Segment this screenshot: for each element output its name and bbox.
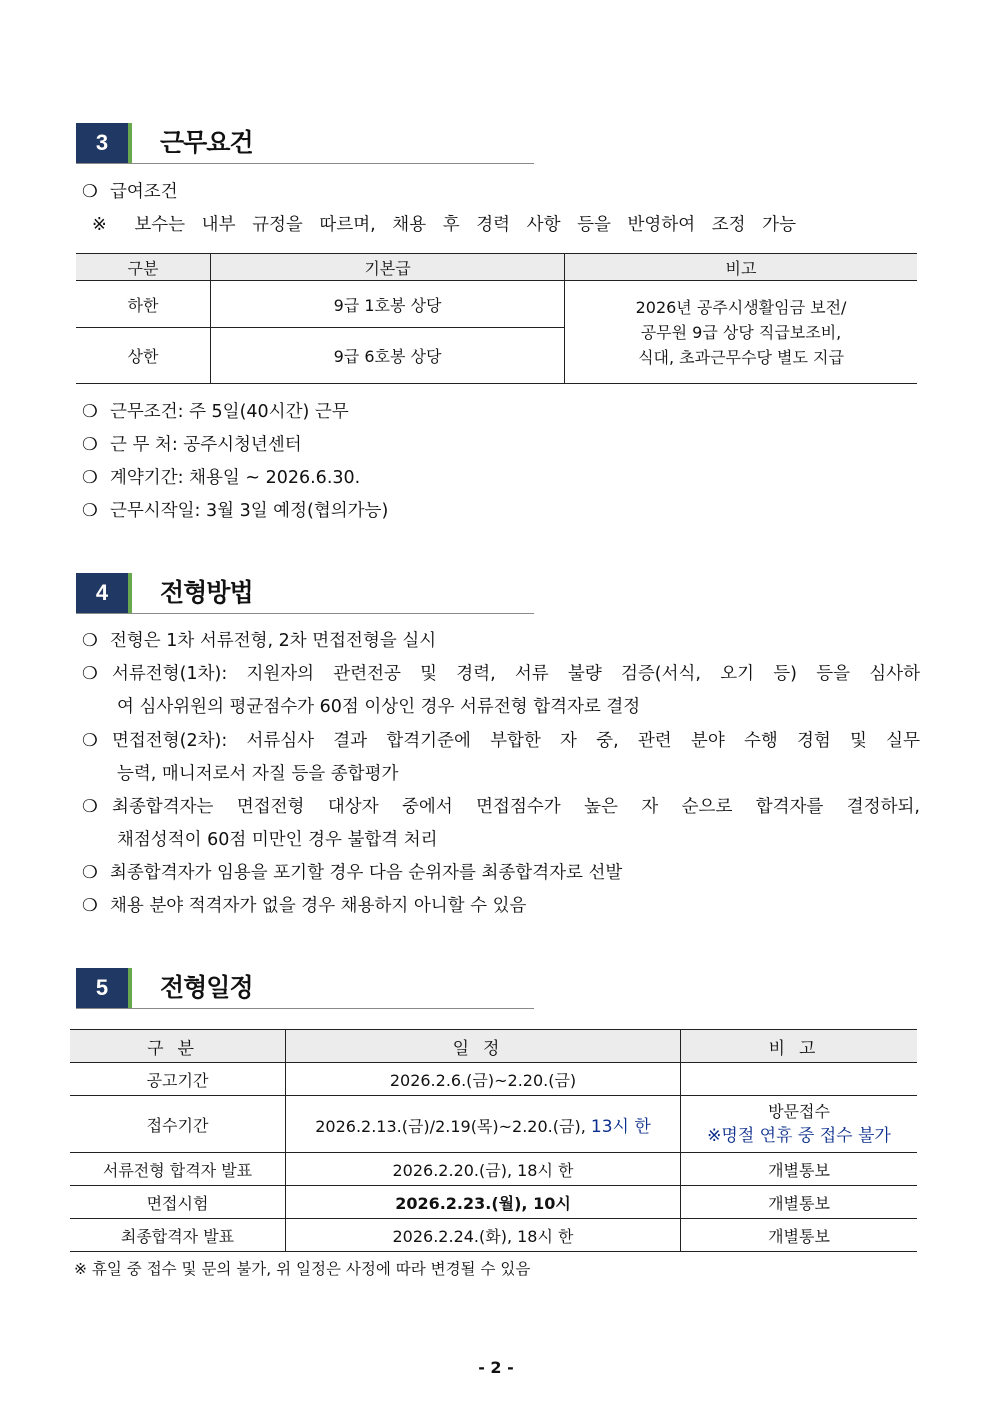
- circle-bullet-icon: ❍: [82, 435, 98, 455]
- table-row: [70, 1063, 917, 1096]
- schedule-date: 2026.2.23.(월), 10시: [286, 1186, 681, 1219]
- circle-bullet-icon: ❍: [82, 468, 98, 488]
- schedule-item: 최종합격자 발표: [70, 1219, 286, 1252]
- schedule-table: [70, 1029, 917, 1252]
- circle-bullet-icon: ❍: [82, 631, 98, 651]
- bullet-item: ❍ 계약기간: 채용일 ~ 2026.6.30.: [82, 468, 361, 488]
- section-number: 4: [76, 573, 128, 613]
- table-row: [70, 1219, 917, 1252]
- remarks-cell: [565, 281, 918, 384]
- circle-bullet-icon: ❍: [82, 501, 98, 521]
- remark-line: 공무원 9급 상당 직급보조비,: [640, 322, 842, 342]
- circle-bullet-icon: ❍: [82, 863, 98, 883]
- section-3-header: [76, 123, 534, 164]
- table-row: [76, 281, 917, 328]
- header-cell: 구분: [76, 254, 211, 281]
- bullet-item: ❍ 면접전형(2차): 서류심사 결과 합격기준에 부합한 자 중, 관련 분야 수행 경험 및 실무: [82, 731, 920, 751]
- section-accent-bar: [128, 968, 132, 1008]
- bullet-item: ❍ 근무조건: 주 5일(40시간) 근무: [82, 402, 349, 422]
- schedule-item: 접수기간: [70, 1096, 286, 1153]
- section-number: 3: [76, 123, 128, 163]
- header-cell: 일정: [286, 1030, 681, 1063]
- bullet-item: ❍ 근 무 처: 공주시청년센터: [82, 435, 302, 455]
- section-4-header: [76, 573, 534, 614]
- salary-table: [76, 253, 917, 384]
- circle-bullet-icon: ❍: [82, 664, 98, 684]
- remark-line: 2026년 공주시생활임금 보전/: [635, 297, 847, 317]
- schedule-note: 개별통보: [681, 1153, 918, 1186]
- schedule-date: 2026.2.24.(화), 18시 한: [286, 1219, 681, 1252]
- bullet-continuation: 채점성적이 60점 미만인 경우 불합격 처리: [117, 830, 438, 850]
- section-title: 근무요건: [160, 128, 253, 157]
- row-type: 하한: [76, 281, 211, 328]
- bullet-item: ❍ 최종합격자는 면접전형 대상자 중에서 면접점수가 높은 자 순으로 합격자를 결정하되,: [82, 797, 920, 817]
- table-row: [70, 1186, 917, 1219]
- pay-heading: 급여조건: [110, 182, 178, 202]
- pay-note: ※ 보수는 내부 규정을 따르며, 채용 후 경력 사항 등을 반영하여 조정 가능: [92, 215, 796, 235]
- bullet-continuation: 능력, 매니저로서 자질 등을 종합평가: [117, 764, 399, 784]
- header-cell: 비고: [681, 1030, 918, 1063]
- section-title: 전형일정: [160, 973, 253, 1002]
- table-row: [70, 1096, 917, 1153]
- bullet-item: ❍ 근무시작일: 3월 3일 예정(협의가능): [82, 501, 389, 521]
- header-cell: 구분: [70, 1030, 286, 1063]
- schedule-item: 공고기간: [70, 1063, 286, 1096]
- bullet-item: ❍ 채용 분야 적격자가 없을 경우 채용하지 아니할 수 있음: [82, 896, 527, 916]
- schedule-note: 개별통보: [681, 1219, 918, 1252]
- bullet-item: ❍ 최종합격자가 임용을 포기할 경우 다음 순위자를 최종합격자로 선발: [82, 863, 623, 883]
- row-base: 9급 6호봉 상당: [211, 328, 565, 384]
- header-cell: 비고: [565, 254, 918, 281]
- section-title: 전형방법: [160, 578, 253, 607]
- table-header-row: [70, 1030, 917, 1063]
- circle-bullet-icon: ❍: [82, 797, 98, 817]
- holiday-warning: ※명절 연휴 중 접수 불가: [707, 1126, 891, 1146]
- bullet-continuation: 여 심사위원의 평균점수가 60점 이상인 경우 서류전형 합격자로 결정: [117, 697, 641, 717]
- row-base: 9급 1호봉 상당: [211, 281, 565, 328]
- deadline-time: 13시 한: [590, 1116, 651, 1137]
- table-header-row: [76, 254, 917, 281]
- schedule-date: 2026.2.6.(금)~2.20.(금): [286, 1063, 681, 1096]
- row-type: 상한: [76, 328, 211, 384]
- section-accent-bar: [128, 123, 132, 163]
- header-cell: 기본급: [211, 254, 565, 281]
- schedule-item: 서류전형 합격자 발표: [70, 1153, 286, 1186]
- schedule-note: [681, 1063, 918, 1096]
- schedule-date: 2026.2.13.(금)/2.19(목)~2.20.(금), 13시 한: [286, 1096, 681, 1153]
- circle-bullet-icon: ❍: [82, 896, 98, 916]
- bullet-item: ❍ 서류전형(1차): 지원자의 관련전공 및 경력, 서류 불량 검증(서식, 오기 등) 등을 심사하: [82, 664, 920, 684]
- table-row: [70, 1153, 917, 1186]
- schedule-item: 면접시험: [70, 1186, 286, 1219]
- schedule-note: 방문접수 ※명절 연휴 중 접수 불가: [681, 1096, 918, 1153]
- section-number: 5: [76, 968, 128, 1008]
- circle-bullet-icon: ❍: [82, 731, 98, 751]
- page-number: - 2 -: [478, 1358, 514, 1377]
- remark-line: 식대, 초과근무수당 별도 지급: [638, 347, 844, 367]
- section-accent-bar: [128, 573, 132, 613]
- section-5-header: [76, 968, 534, 1009]
- schedule-footnote: ※ 휴일 중 접수 및 문의 불가, 위 일정은 사정에 따라 변경될 수 있음: [74, 1260, 531, 1278]
- circle-bullet-icon: ❍: [82, 182, 98, 202]
- bullet-item: ❍ 전형은 1차 서류전형, 2차 면접전형을 실시: [82, 631, 437, 651]
- schedule-date: 2026.2.20.(금), 18시 한: [286, 1153, 681, 1186]
- circle-bullet-icon: ❍: [82, 402, 98, 422]
- bullet-item: [82, 180, 178, 204]
- schedule-note: 개별통보: [681, 1186, 918, 1219]
